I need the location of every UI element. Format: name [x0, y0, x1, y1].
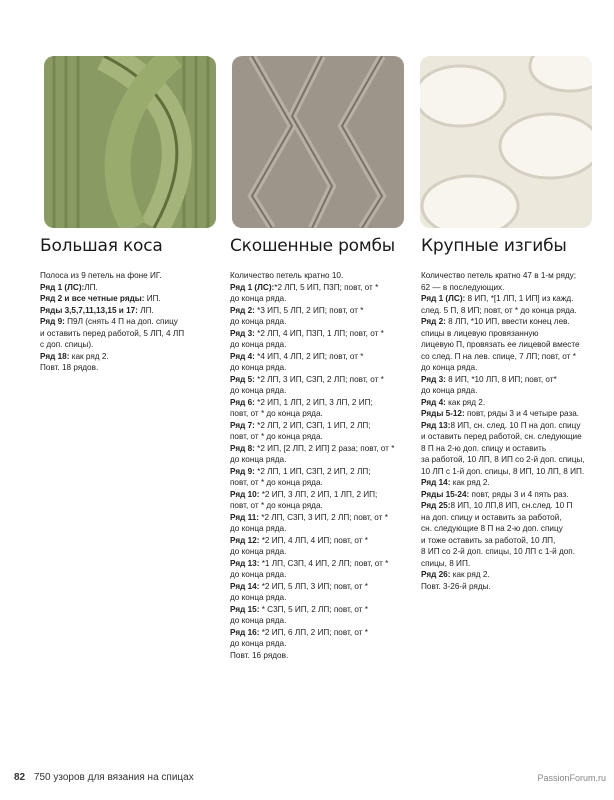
- taupe-diamond-swatch: [232, 56, 404, 228]
- instruction-row: Ряд 2: *3 ИП, 5 ЛП, 2 ИП; повт, от * до конца ряда.: [230, 305, 364, 326]
- instruction-row: Ряд 10: *2 ИП, 3 ЛП, 2 ИП, 1 ЛП, 2 ИП; повт, от * до конца ряда.: [230, 489, 378, 510]
- instruction-row: Ряд 8: *2 ИП, [2 ЛП, 2 ИП] 2 раза; повт, от * до конца ряда.: [230, 443, 395, 464]
- instruction-row: Ряд 12: *2 ИП, 4 ЛП, 4 ИП; повт, от * до конца ряда.: [230, 535, 368, 556]
- instruction-row: Ряд 4: как ряд 2.: [421, 397, 486, 407]
- instruction-row: Ряд 16: *2 ИП, 6 ЛП, 2 ИП; повт, от * до конца ряда.: [230, 627, 368, 648]
- cream-bend-image: [420, 56, 592, 228]
- instruction-row: Ряды 3,5,7,11,13,15 и 17: ЛП.: [40, 305, 154, 315]
- pattern-column-3: [421, 236, 611, 592]
- instruction-row: Ряд 18: как ряд 2.: [40, 351, 109, 361]
- instruction-row: Ряд 3: *2 ЛП, 4 ИП, П3П, 1 ЛП; повт, от * до конца ряда.: [230, 328, 384, 349]
- instruction-row: Полоса из 9 петель на фоне ИГ.: [40, 271, 162, 280]
- instruction-row: Ряд 3: 8 ИП, *10 ЛП, 8 ИП; повт, от* до конца ряда.: [421, 374, 557, 395]
- instruction-row: Ряд 4: *4 ИП, 4 ЛП, 2 ИП; повт, от * до конца ряда.: [230, 351, 364, 372]
- instruction-row: Ряд 6: *2 ИП, 1 ЛП, 2 ИП, 3 ЛП, 2 ИП; повт, от * до конца ряда.: [230, 397, 373, 418]
- instruction-row: Ряд 7: *2 ЛП, 2 ИП, С3П, 1 ИП, 2 ЛП; повт, от * до конца ряда.: [230, 420, 371, 441]
- pattern-title: Большая коса: [40, 236, 163, 256]
- instruction-row: Ряд 13: *1 ЛП, С3П, 4 ИП, 2 ЛП; повт, от * до конца ряда.: [230, 558, 389, 579]
- instruction-row: Ряд 26: как ряд 2.: [421, 570, 490, 579]
- instruction-row: Ряд 2 и все четные ряды: ИП.: [40, 294, 161, 303]
- instruction-row: Количество петель кратно 47 в 1-м ряду; 62 — в последующих.: [421, 271, 577, 292]
- instruction-row: Ряды 5-12: повт, ряды 3 и 4 четыре раза.: [421, 409, 580, 418]
- pattern-title: Крупные изгибы: [421, 236, 567, 256]
- instruction-row: Ряд 9: П9Л (снять 4 П на доп. спицу и оставить перед работой, 5 ЛП, 4 ЛП с доп. спицы).: [40, 317, 185, 349]
- instruction-row: Ряд 15: * С3П, 5 ИП, 2 ЛП; повт, от * до конца ряда.: [230, 604, 368, 625]
- instruction-row: Количество петель кратно 10.: [230, 271, 344, 280]
- cream-bend-swatch: [420, 56, 592, 228]
- instruction-row: Ряд 13:8 ИП, сн. след. 10 П на доп. спицу и оставить перед работой, сн. следующие 8 П на 2-ю доп. спицу и оставить за работой, 10 ЛП, 8 ИП со 2-й доп. спицы, 10 ЛП с 1-й доп. спицы, 8 ИП, 10 ЛП, 8 ИП.: [421, 420, 585, 476]
- instruction-row: Ряды 15-24: повт, ряды 3 и 4 пять раз.: [421, 489, 569, 499]
- book-title: 750 узоров для вязания на спицах: [33, 772, 194, 783]
- instruction-row: Ряд 9: *2 ЛП, 1 ИП, С3П, 2 ИП, 2 ЛП; повт, от * до конца ряда.: [230, 466, 371, 487]
- page-number: 82: [14, 772, 26, 783]
- instruction-row: Повт. 16 рядов.: [230, 650, 289, 660]
- instruction-row: Ряд 14: как ряд 2.: [421, 478, 490, 487]
- green-cable-image: [44, 56, 216, 228]
- instructions: [230, 270, 410, 661]
- instruction-row: Ряд 11: *2 ЛП, С3П, 3 ИП, 2 ЛП; повт, от * до конца ряда.: [230, 512, 388, 533]
- watermark: PassionForum.ru: [537, 773, 606, 783]
- green-cable-swatch: [44, 56, 216, 228]
- instruction-row: Ряд 2: 8 ЛП, *10 ИП, ввести конец лев. спицы в лицевую провязанную лицевую П, провязать ее лицевой вместе со след. П на лев. спице, 7 ЛП; повт, от * до конца ряда.: [421, 317, 580, 372]
- taupe-diamond-image: [232, 56, 404, 228]
- instruction-row: Ряд 1 (ЛС): 8 ИП, *[1 ЛП, 1 ИП] из кажд. след. 5 П, 8 ИП; повт, от * до конца ряда.: [421, 294, 577, 315]
- instruction-row: Ряд 1 (ЛС):ЛП.: [40, 282, 98, 292]
- instruction-row: Ряд 5: *2 ЛП, 3 ИП, С3П, 2 ЛП; повт, от * до конца ряда.: [230, 374, 384, 395]
- instruction-row: Ряд 1 (ЛС):*2 ЛП, 5 ИП, П3П; повт, от * до конца ряда.: [230, 282, 379, 303]
- pattern-column-1: [40, 236, 220, 374]
- pattern-column-2: [230, 236, 410, 661]
- pattern-title: Скошенные ромбы: [230, 236, 395, 256]
- instruction-row: Ряд 14: *2 ИП, 5 ЛП, 3 ИП; повт, от * до конца ряда.: [230, 581, 368, 602]
- page-footer: [14, 772, 194, 783]
- instruction-row: Ряд 25:8 ИП, 10 ЛП,8 ИП, сн.след. 10 П на доп. спицу и оставить за работой, сн. следующие 8 П на 2-ю доп. спицу и тоже оставить за работой, 10 ЛП, 8 ИП со 2-й доп. спицы, 10 ЛП с 1-й доп. спицы, 8 ИП.: [421, 501, 576, 568]
- instruction-row: Повт. 3-26-й ряды.: [421, 581, 491, 591]
- instruction-row: Повт. 18 рядов.: [40, 363, 99, 372]
- instructions: [40, 270, 220, 374]
- instructions: [421, 270, 611, 592]
